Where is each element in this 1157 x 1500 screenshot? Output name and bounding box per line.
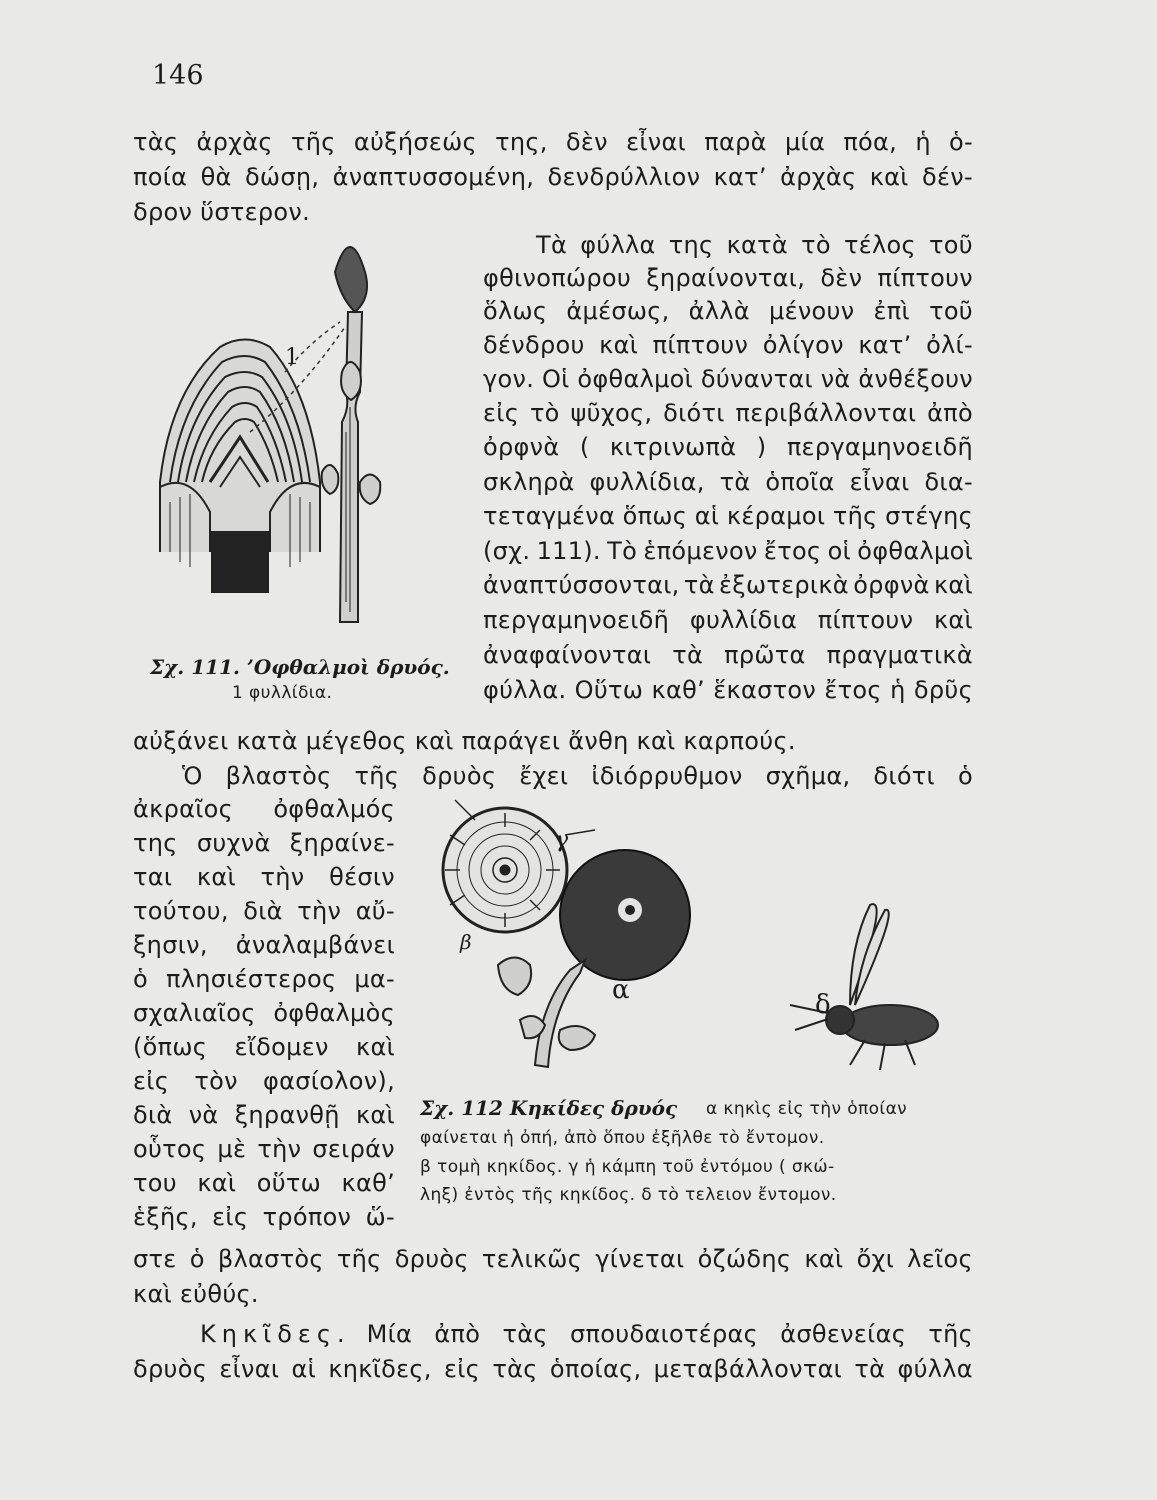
- word: κηκῖδες,: [328, 1355, 432, 1383]
- word: δρυὸς: [422, 762, 497, 790]
- word: καθ’: [651, 676, 705, 704]
- text-line: καὶ εὐθύς.: [133, 1280, 259, 1308]
- word: δένδρου: [483, 331, 585, 359]
- word: τὰ: [683, 571, 715, 599]
- text-line: [483, 264, 973, 292]
- word: δὲν: [820, 264, 863, 292]
- word: εἶναι: [849, 468, 910, 496]
- word: τῆς: [354, 762, 400, 790]
- word: δια-: [924, 468, 973, 496]
- word: ἀκραῖος: [133, 795, 234, 823]
- word: ἀνθέξουν: [858, 365, 973, 393]
- word: αὐξήσεώς: [353, 128, 477, 156]
- word: καὶ: [355, 1101, 395, 1129]
- word: διὰ: [133, 1101, 173, 1129]
- word: ἐπὶ: [873, 297, 910, 325]
- text-line: [483, 537, 973, 565]
- word: εἶναι: [626, 128, 687, 156]
- word: Τὰ: [536, 231, 568, 259]
- word: ἀσθενείας: [780, 1320, 907, 1348]
- word: γίνεται: [595, 1245, 685, 1273]
- word: τῆς: [336, 1245, 382, 1273]
- word: ὀφθαλμοὶ: [577, 365, 694, 393]
- word: μα-: [354, 965, 395, 993]
- word: ): [756, 433, 767, 461]
- word: λεῖος: [907, 1245, 973, 1273]
- word: βλαστὸς: [217, 1245, 324, 1273]
- text-line: [483, 641, 973, 669]
- enlarged-bud: [160, 340, 320, 593]
- word: πλησιέστερος: [165, 965, 337, 993]
- text-line: [133, 1355, 973, 1383]
- text-line: [133, 1135, 395, 1163]
- word: στέγης: [885, 502, 973, 530]
- word: βλαστὸς: [225, 762, 332, 790]
- word: δύνανται: [700, 365, 813, 393]
- word: ἐξωτερικὰ: [719, 571, 849, 599]
- word: οὕτω: [256, 1169, 322, 1197]
- word: αἱ: [291, 1355, 317, 1383]
- text-line: [133, 163, 973, 191]
- text-line: [483, 433, 973, 461]
- word: ὁ-: [949, 128, 973, 156]
- page-number: 146: [152, 60, 204, 91]
- word: ἑξῆς,: [133, 1203, 198, 1231]
- word: εἶναι: [219, 1355, 280, 1383]
- text-line: [133, 1169, 395, 1197]
- word: σειράν: [312, 1135, 395, 1163]
- word: ἀπὸ: [434, 1320, 481, 1348]
- word: τὴν: [257, 1135, 302, 1163]
- figure-111-oak-buds: [150, 232, 470, 632]
- word: τέλος: [844, 231, 916, 259]
- word: φύλλα.: [483, 676, 567, 704]
- word: μία: [784, 128, 826, 156]
- word: ὅλως: [483, 297, 548, 325]
- word: αἱ: [694, 502, 720, 530]
- word: ὁ: [957, 762, 973, 790]
- word: (: [579, 433, 590, 461]
- fig112-label-d: δ: [815, 990, 831, 1020]
- word: τεταγμένα: [483, 502, 616, 530]
- word: ψῦχος,: [570, 399, 653, 427]
- word: Τὸ: [607, 537, 638, 565]
- word: ἕκαστον: [713, 676, 817, 704]
- word: οἱ: [827, 537, 852, 565]
- word: φασίολον),: [263, 1067, 395, 1095]
- word: καὶ: [197, 1169, 237, 1197]
- word: περγαμηνοειδῆ: [786, 433, 973, 461]
- word: ἔχει: [519, 762, 569, 790]
- word: κατ’: [713, 163, 767, 191]
- word: του: [133, 1169, 177, 1197]
- word: ξηραίνε-: [289, 829, 395, 857]
- word: τὰς: [133, 128, 179, 156]
- word: 111).: [536, 537, 601, 565]
- word: δώσῃ,: [244, 163, 320, 191]
- fig111-label: 1: [285, 345, 299, 370]
- word: καὶ: [356, 1033, 395, 1061]
- word: Οἱ: [541, 365, 570, 393]
- word: τοῦ: [929, 297, 973, 325]
- word: ξησιν,: [133, 931, 208, 959]
- word: τῆς: [291, 128, 336, 156]
- fig112-label-g: γ: [555, 828, 569, 853]
- word: ὁποῖα: [765, 468, 835, 496]
- text-line: [483, 676, 973, 704]
- word: μεταβάλλονται: [653, 1355, 843, 1383]
- word: ἡ: [915, 128, 931, 156]
- word: ὀφθαλμὸς: [273, 999, 395, 1027]
- word: φυλλίδια: [689, 606, 798, 634]
- word: δρυὸς: [133, 1355, 208, 1383]
- word: εἰς: [483, 399, 520, 427]
- word: νὰ: [188, 1101, 219, 1129]
- word: δὲν: [565, 128, 608, 156]
- word: ἔτος: [824, 676, 882, 704]
- word: ἀναπτυσσομένη,: [332, 163, 535, 191]
- gall-section: [443, 808, 567, 932]
- word: οὗτος: [133, 1135, 207, 1163]
- word: τούτου,: [133, 897, 229, 925]
- word: ὀρφνὰ: [853, 571, 930, 599]
- word: σπουδαιοτέρας: [570, 1320, 759, 1348]
- text-line: [133, 795, 395, 823]
- word: τὸ: [529, 399, 560, 427]
- word: πίπτουν: [817, 606, 914, 634]
- fig112-caption-line: β τομὴ κηκίδος. γ ἡ κάμπη τοῦ ἐντόμου ( σκώ-: [420, 1157, 835, 1177]
- gall-wasp: [790, 904, 938, 1070]
- word: ξηρανθῇ: [234, 1101, 340, 1129]
- text-line: [133, 897, 395, 925]
- word: μὲ: [217, 1135, 247, 1163]
- word: ὀφθαλμός: [273, 795, 395, 823]
- word: τοῦ: [929, 231, 973, 259]
- word: νὰ: [820, 365, 851, 393]
- word: σκληρὰ: [483, 468, 575, 496]
- word: (σχ.: [483, 537, 531, 565]
- text-line: [133, 999, 395, 1027]
- fig112-caption-line: α κηκὶς εἰς τὴν ὁποίαν: [706, 1099, 908, 1119]
- word: πίπτουν: [652, 331, 749, 359]
- word: Ὁ: [182, 762, 203, 790]
- text-line: [483, 468, 973, 496]
- word: τῆς: [928, 1320, 973, 1348]
- word: μένουν: [769, 297, 855, 325]
- text-line: [133, 1067, 395, 1095]
- word: εἰς: [443, 1355, 481, 1383]
- word: ἀναλαμβάνει: [235, 931, 395, 959]
- word: δενδρύλλιον: [547, 163, 701, 191]
- gall-twig: [498, 958, 595, 1068]
- word: (ὅπως: [133, 1033, 208, 1061]
- word: ἀναφαίνονται: [483, 641, 652, 669]
- word: κέραμοι: [726, 502, 826, 530]
- word: της,: [495, 128, 548, 156]
- word: ὄχι: [856, 1245, 895, 1273]
- word: καὶ: [804, 1245, 844, 1273]
- word: τὰς: [492, 1355, 538, 1383]
- word: ὀζώδης: [697, 1245, 792, 1273]
- word: θέσιν: [329, 863, 395, 891]
- word: διότι: [873, 762, 935, 790]
- word: ἔτος: [763, 537, 822, 565]
- fig112-label-a: α: [612, 975, 630, 1005]
- word: δρυὸς: [394, 1245, 469, 1273]
- word: τῆς: [832, 502, 878, 530]
- word: ὁποίας,: [549, 1355, 642, 1383]
- word: διότι: [663, 399, 725, 427]
- word: ὁ: [189, 1245, 205, 1273]
- word: ὥ-: [365, 1203, 395, 1231]
- section-heading-word: Κηκῖδες.: [200, 1320, 351, 1348]
- word: φύλλα: [897, 1355, 973, 1383]
- word: ποία: [133, 163, 188, 191]
- word: ὅπως: [622, 502, 688, 530]
- text-line: [182, 762, 973, 790]
- word: κατὰ: [726, 231, 789, 259]
- word: καὶ: [599, 331, 639, 359]
- word: φθινοπώρου: [483, 264, 632, 292]
- oak-twig: [322, 247, 381, 622]
- word: Οὕτω: [574, 676, 644, 704]
- word: τρόπον: [262, 1203, 352, 1231]
- text-line: [133, 931, 395, 959]
- word: πρῶτα: [724, 641, 806, 669]
- word: τὴν: [260, 863, 305, 891]
- word: κατ’: [858, 331, 912, 359]
- word: ἰδιόρρυθμον: [591, 762, 743, 790]
- text-line: [133, 965, 395, 993]
- gall-whole: [560, 850, 690, 980]
- word: τὰ: [719, 468, 751, 496]
- word: ἑπόμενον: [643, 537, 758, 565]
- word: δέν-: [922, 163, 973, 191]
- word: ἀναπτύσσονται,: [483, 571, 680, 599]
- text-line: [483, 331, 973, 359]
- text-line: [483, 502, 973, 530]
- word: πίπτουν: [877, 264, 973, 292]
- fig112-caption-title: Σχ. 112 Κηκίδες δρυός: [420, 1096, 678, 1120]
- word: ἀμέσως,: [566, 297, 670, 325]
- text-line: [133, 829, 395, 857]
- word: περιβάλλονται: [735, 399, 917, 427]
- word: ὀρφνὰ: [483, 433, 560, 461]
- word: διὰ: [243, 897, 283, 925]
- text-line: [483, 399, 973, 427]
- word: της: [668, 231, 714, 259]
- text-line: [133, 1101, 395, 1129]
- word: τὸ: [801, 231, 831, 259]
- word: τὸν: [194, 1067, 238, 1095]
- text-line: [133, 863, 395, 891]
- section-heading-rest: [367, 1320, 973, 1348]
- word: καὶ: [933, 606, 973, 634]
- word: ὀφθαλμοὶ: [857, 537, 973, 565]
- word: παρὰ: [704, 128, 767, 156]
- fig112-caption-line: ληξ) ἐντὸς τῆς κηκίδος. δ τὸ τελειον ἔντομον.: [420, 1185, 837, 1205]
- word: καὶ: [869, 163, 909, 191]
- word: τὰ: [854, 1355, 886, 1383]
- word: Μία: [366, 1320, 413, 1348]
- figure-112-oak-galls: [420, 795, 980, 1095]
- word: ὀλίγον: [762, 331, 844, 359]
- word: ται: [133, 863, 173, 891]
- word: φύλλα: [580, 231, 656, 259]
- word: θὰ: [200, 163, 232, 191]
- text-line: [536, 231, 973, 259]
- word: στε: [133, 1245, 177, 1273]
- word: ὀλί-: [926, 331, 973, 359]
- word: ἡ: [890, 676, 906, 704]
- word: φυλλίδια,: [589, 468, 705, 496]
- section-heading-line: [200, 1320, 973, 1348]
- word: εἰς: [212, 1203, 249, 1231]
- text-line: [133, 1033, 395, 1061]
- word: ὁ: [133, 965, 148, 993]
- word: καθ’: [341, 1169, 395, 1197]
- word: εἰς: [133, 1067, 170, 1095]
- text-line: [483, 571, 973, 599]
- word: εἴδομεν: [234, 1033, 329, 1061]
- fig112-caption-line: φαίνεται ἡ ὀπή, ἀπὸ ὅπου ἐξῆλθε τὸ ἔντομον.: [420, 1128, 825, 1148]
- word: αὔ-: [355, 897, 395, 925]
- text-line: [483, 606, 973, 634]
- text-line: [133, 1203, 395, 1231]
- word: ἀλλὰ: [688, 297, 750, 325]
- word: τὰ: [672, 641, 704, 669]
- word: συχνὰ: [196, 829, 271, 857]
- word: ξηραίνονται,: [646, 264, 806, 292]
- word: τὴν: [297, 897, 342, 925]
- word: της: [133, 829, 178, 857]
- fig111-caption-title: Σχ. 111. ’Οφθαλμοὶ δρυός.: [150, 655, 450, 679]
- word: τὰς: [502, 1320, 548, 1348]
- text-line: δρον ὕστερον.: [133, 198, 311, 226]
- word: ἀρχὰς: [196, 128, 273, 156]
- word: δρῦς: [913, 676, 973, 704]
- text-line: [483, 297, 973, 325]
- word: ἀπὸ: [927, 399, 973, 427]
- word: σχῆμα,: [765, 762, 851, 790]
- word: ἀρχὰς: [780, 163, 857, 191]
- word: καὶ: [196, 863, 236, 891]
- word: πόα,: [843, 128, 898, 156]
- word: τελικῶς: [481, 1245, 583, 1273]
- word: γον.: [483, 365, 535, 393]
- word: κιτρινωπὰ: [609, 433, 737, 461]
- word: περγαμηνοειδῆ: [483, 606, 670, 634]
- text-line: αὐξάνει κατὰ μέγεθος καὶ παράγει ἄνθη καὶ καρπούς.: [133, 727, 796, 755]
- text-line: [483, 365, 973, 393]
- word: καὶ: [933, 571, 973, 599]
- fig111-caption-sub: 1 φυλλίδια.: [232, 683, 333, 703]
- text-line: [133, 128, 973, 156]
- text-line: [133, 1245, 973, 1273]
- word: πραγματικὰ: [826, 641, 973, 669]
- fig112-label-b: β: [460, 930, 472, 954]
- word: σχαλιαῖος: [133, 999, 256, 1027]
